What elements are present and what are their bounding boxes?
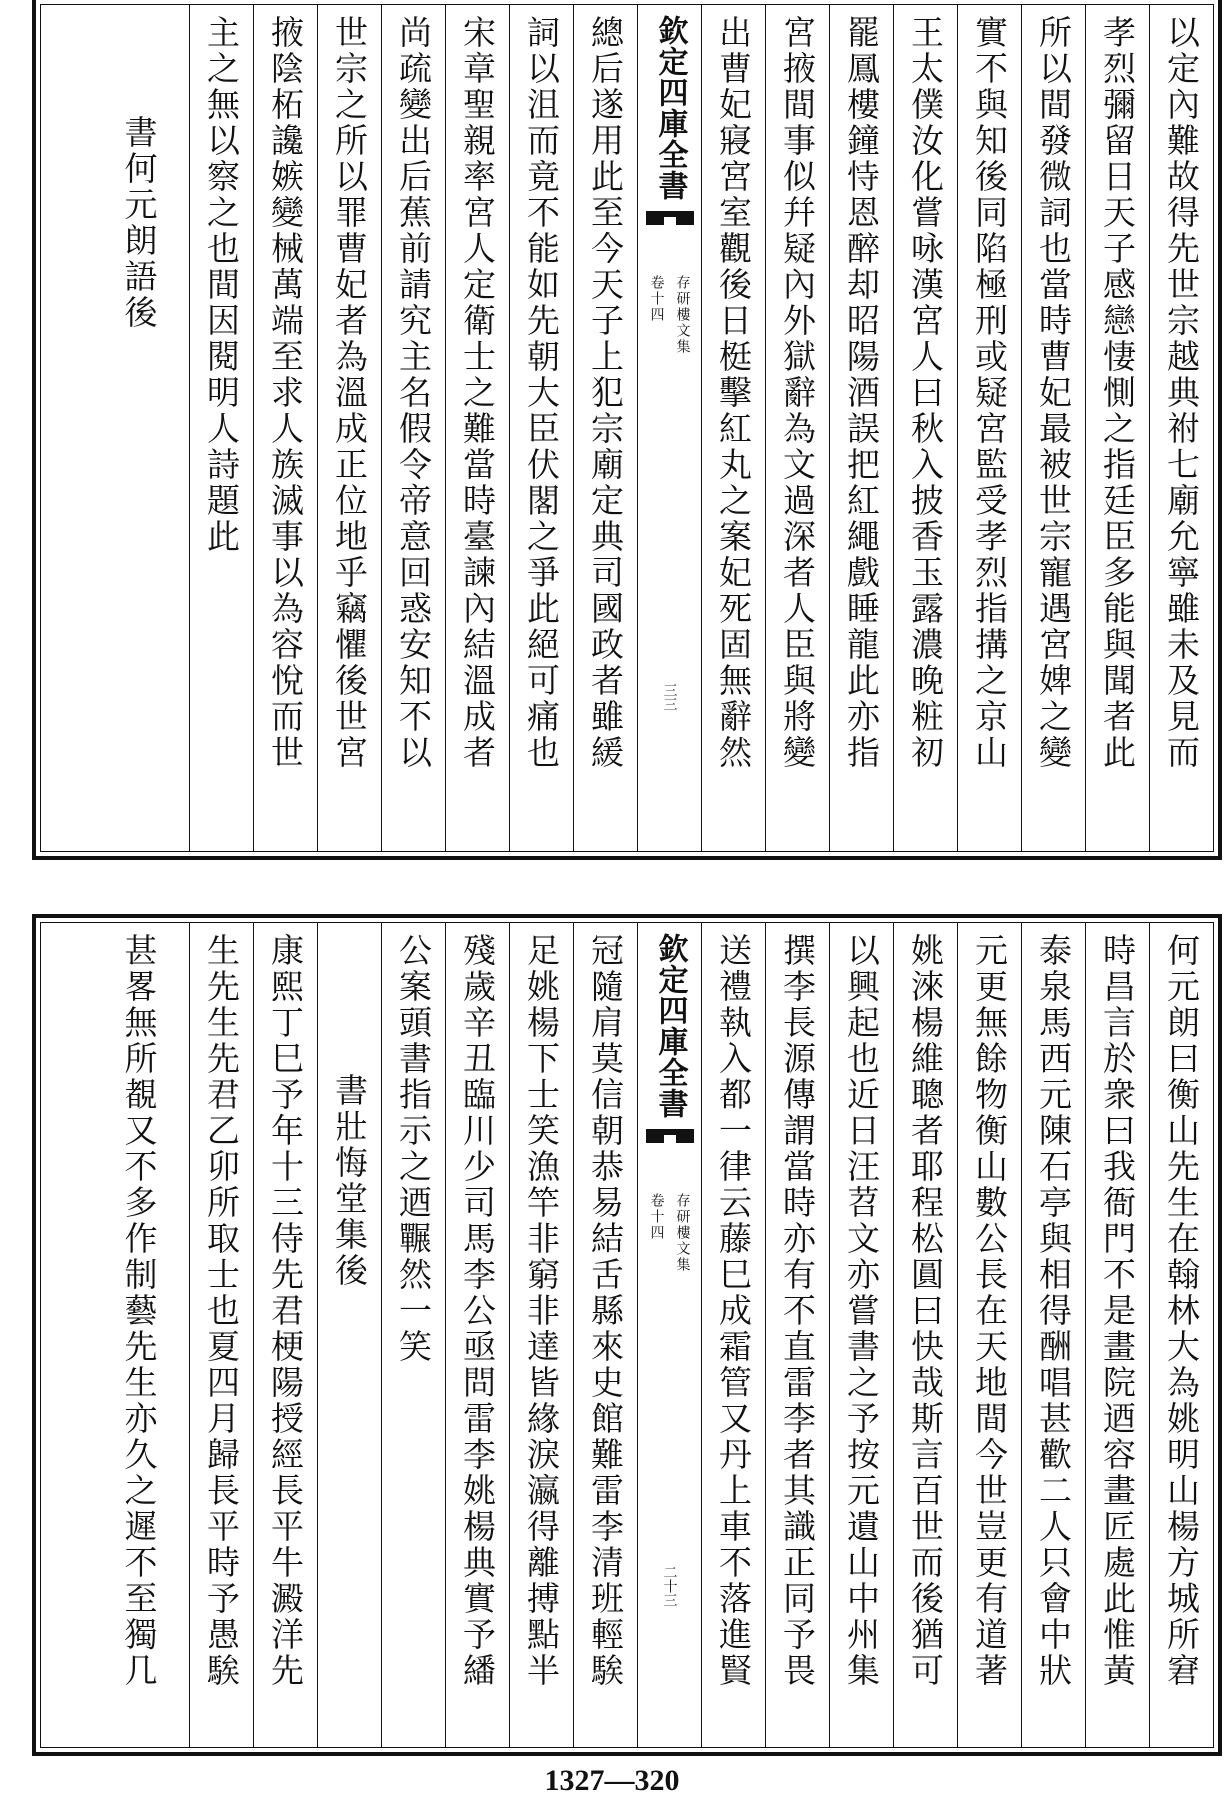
text-column: 掖陰柘讒嫉變械萬端至求人族滅事以為容悅而世 xyxy=(253,5,317,851)
center-gutter xyxy=(637,923,701,1747)
text-column: 主之無以察之也間因閱明人詩題此 xyxy=(189,5,253,851)
fish-tail-mark-icon xyxy=(646,1129,694,1153)
text-column: 元更無餘物衡山數公長在天地間今世豈更有道著 xyxy=(957,923,1021,1747)
heading-column xyxy=(317,923,381,1747)
gutter-title: 欽定四庫全書 xyxy=(652,933,688,1119)
upper-columns xyxy=(41,5,1213,851)
section-heading: 書壯悔堂集後 xyxy=(330,1073,369,1289)
upper-leaf-frame xyxy=(40,4,1214,852)
text-column: 詞以沮而竟不能如先朝大臣伏閣之爭此絕可痛也 xyxy=(509,5,573,851)
text-column: 公案頭書指示之迺囅然一笑 xyxy=(381,923,445,1747)
section-heading: 書何元朗語後 xyxy=(119,115,159,331)
text-column: 冠隨肩莫信朝恭易結舌縣來史館難雷李清班輕騃 xyxy=(573,923,637,1747)
text-column: 實不與知後同陷極刑或疑宮監受孝烈指搆之京山 xyxy=(957,5,1021,851)
text-column: 尚疏變出后蕉前請究主名假令帝意回惑安知不以 xyxy=(381,5,445,851)
page-number: 1327—320 xyxy=(544,1764,680,1797)
upper-leaf xyxy=(32,0,1222,860)
center-gutter xyxy=(637,5,701,851)
text-column: 以興起也近日汪苕文亦嘗書之予按元遺山中州集 xyxy=(829,923,893,1747)
text-column: 足姚楊下士笑漁竿非窮非達皆緣淚瀛得離搏點半 xyxy=(509,923,573,1747)
lower-columns xyxy=(41,923,1213,1747)
text-column: 撰李長源傳謂當時亦有不直雷李者其識正同予畏 xyxy=(765,923,829,1747)
text-column: 王太僕汝化嘗咏漢宮人曰秋入披香玉露濃晚粧初 xyxy=(893,5,957,851)
text-column: 康熙丁巳予年十三侍先君梗陽授經長平牛澱洋先 xyxy=(253,923,317,1747)
text-column: 世宗之所以罪曹妃者為溫成正位地乎竊懼後世宮 xyxy=(317,5,381,851)
text-column: 時昌言於衆曰我衙門不是畫院迺容畫匠處此惟黃 xyxy=(1085,923,1149,1747)
text-column: 以定內難故得先世宗越典祔七廟允寧雖未及見而 xyxy=(1149,5,1213,851)
text-column: 孝烈彌留日天子感戀悽惻之指廷臣多能與聞者此 xyxy=(1085,5,1149,851)
text-column: 殘歲辛丑臨川少司馬李公亟問雷李姚楊典實予繙 xyxy=(445,923,509,1747)
text-column: 姚淶楊維聰者耶程松圓曰快哉斯言百世而後猶可 xyxy=(893,923,957,1747)
heading-column xyxy=(89,5,189,851)
text-column: 生先生先君乙卯所取士也夏四月歸長平時予愚騃 xyxy=(189,923,253,1747)
text-column: 總后遂用此至今天子上犯宗廟定典司國政者雖緩 xyxy=(573,5,637,851)
leaf-number: 三三 xyxy=(661,683,678,711)
text-column: 送禮執入都一律云藤巳成霜管又丹上車不落進賢 xyxy=(701,923,765,1747)
fish-tail-mark-icon xyxy=(646,211,694,235)
lower-leaf-frame xyxy=(40,922,1214,1748)
text-column: 出曹妃寢宮室觀後日梃擊紅丸之案妃死固無辭然 xyxy=(701,5,765,851)
text-column: 泰泉馬西元陳石亭與相得酬唱甚歡二人只會中狀 xyxy=(1021,923,1085,1747)
lower-leaf xyxy=(32,914,1222,1756)
text-column: 宋章聖親率宮人定衛士之難當時臺諫內結溫成者 xyxy=(445,5,509,851)
gutter-title: 欽定四庫全書 xyxy=(652,15,688,201)
text-column: 所以間發微詞也當時曹妃最被世宗寵遇宮婢之變 xyxy=(1021,5,1085,851)
leaf-number: 二十三 xyxy=(661,1565,678,1607)
gutter-subtitle: 存研樓文集 卷十四 xyxy=(648,275,691,355)
text-column: 罷鳳樓鐘恃恩醉却昭陽酒誤把紅繩戲睡龍此亦指 xyxy=(829,5,893,851)
text-column: 甚畧無所覩又不多作制藝先生亦久之遲不至獨几 xyxy=(119,933,159,1689)
gutter-subtitle: 存研樓文集 卷十四 xyxy=(648,1193,691,1273)
text-column: 宮掖間事似幷疑內外獄辭為文過深者人臣與將變 xyxy=(765,5,829,851)
text-column: 何元朗曰衡山先生在翰林大為姚明山楊方城所窘 xyxy=(1149,923,1213,1747)
